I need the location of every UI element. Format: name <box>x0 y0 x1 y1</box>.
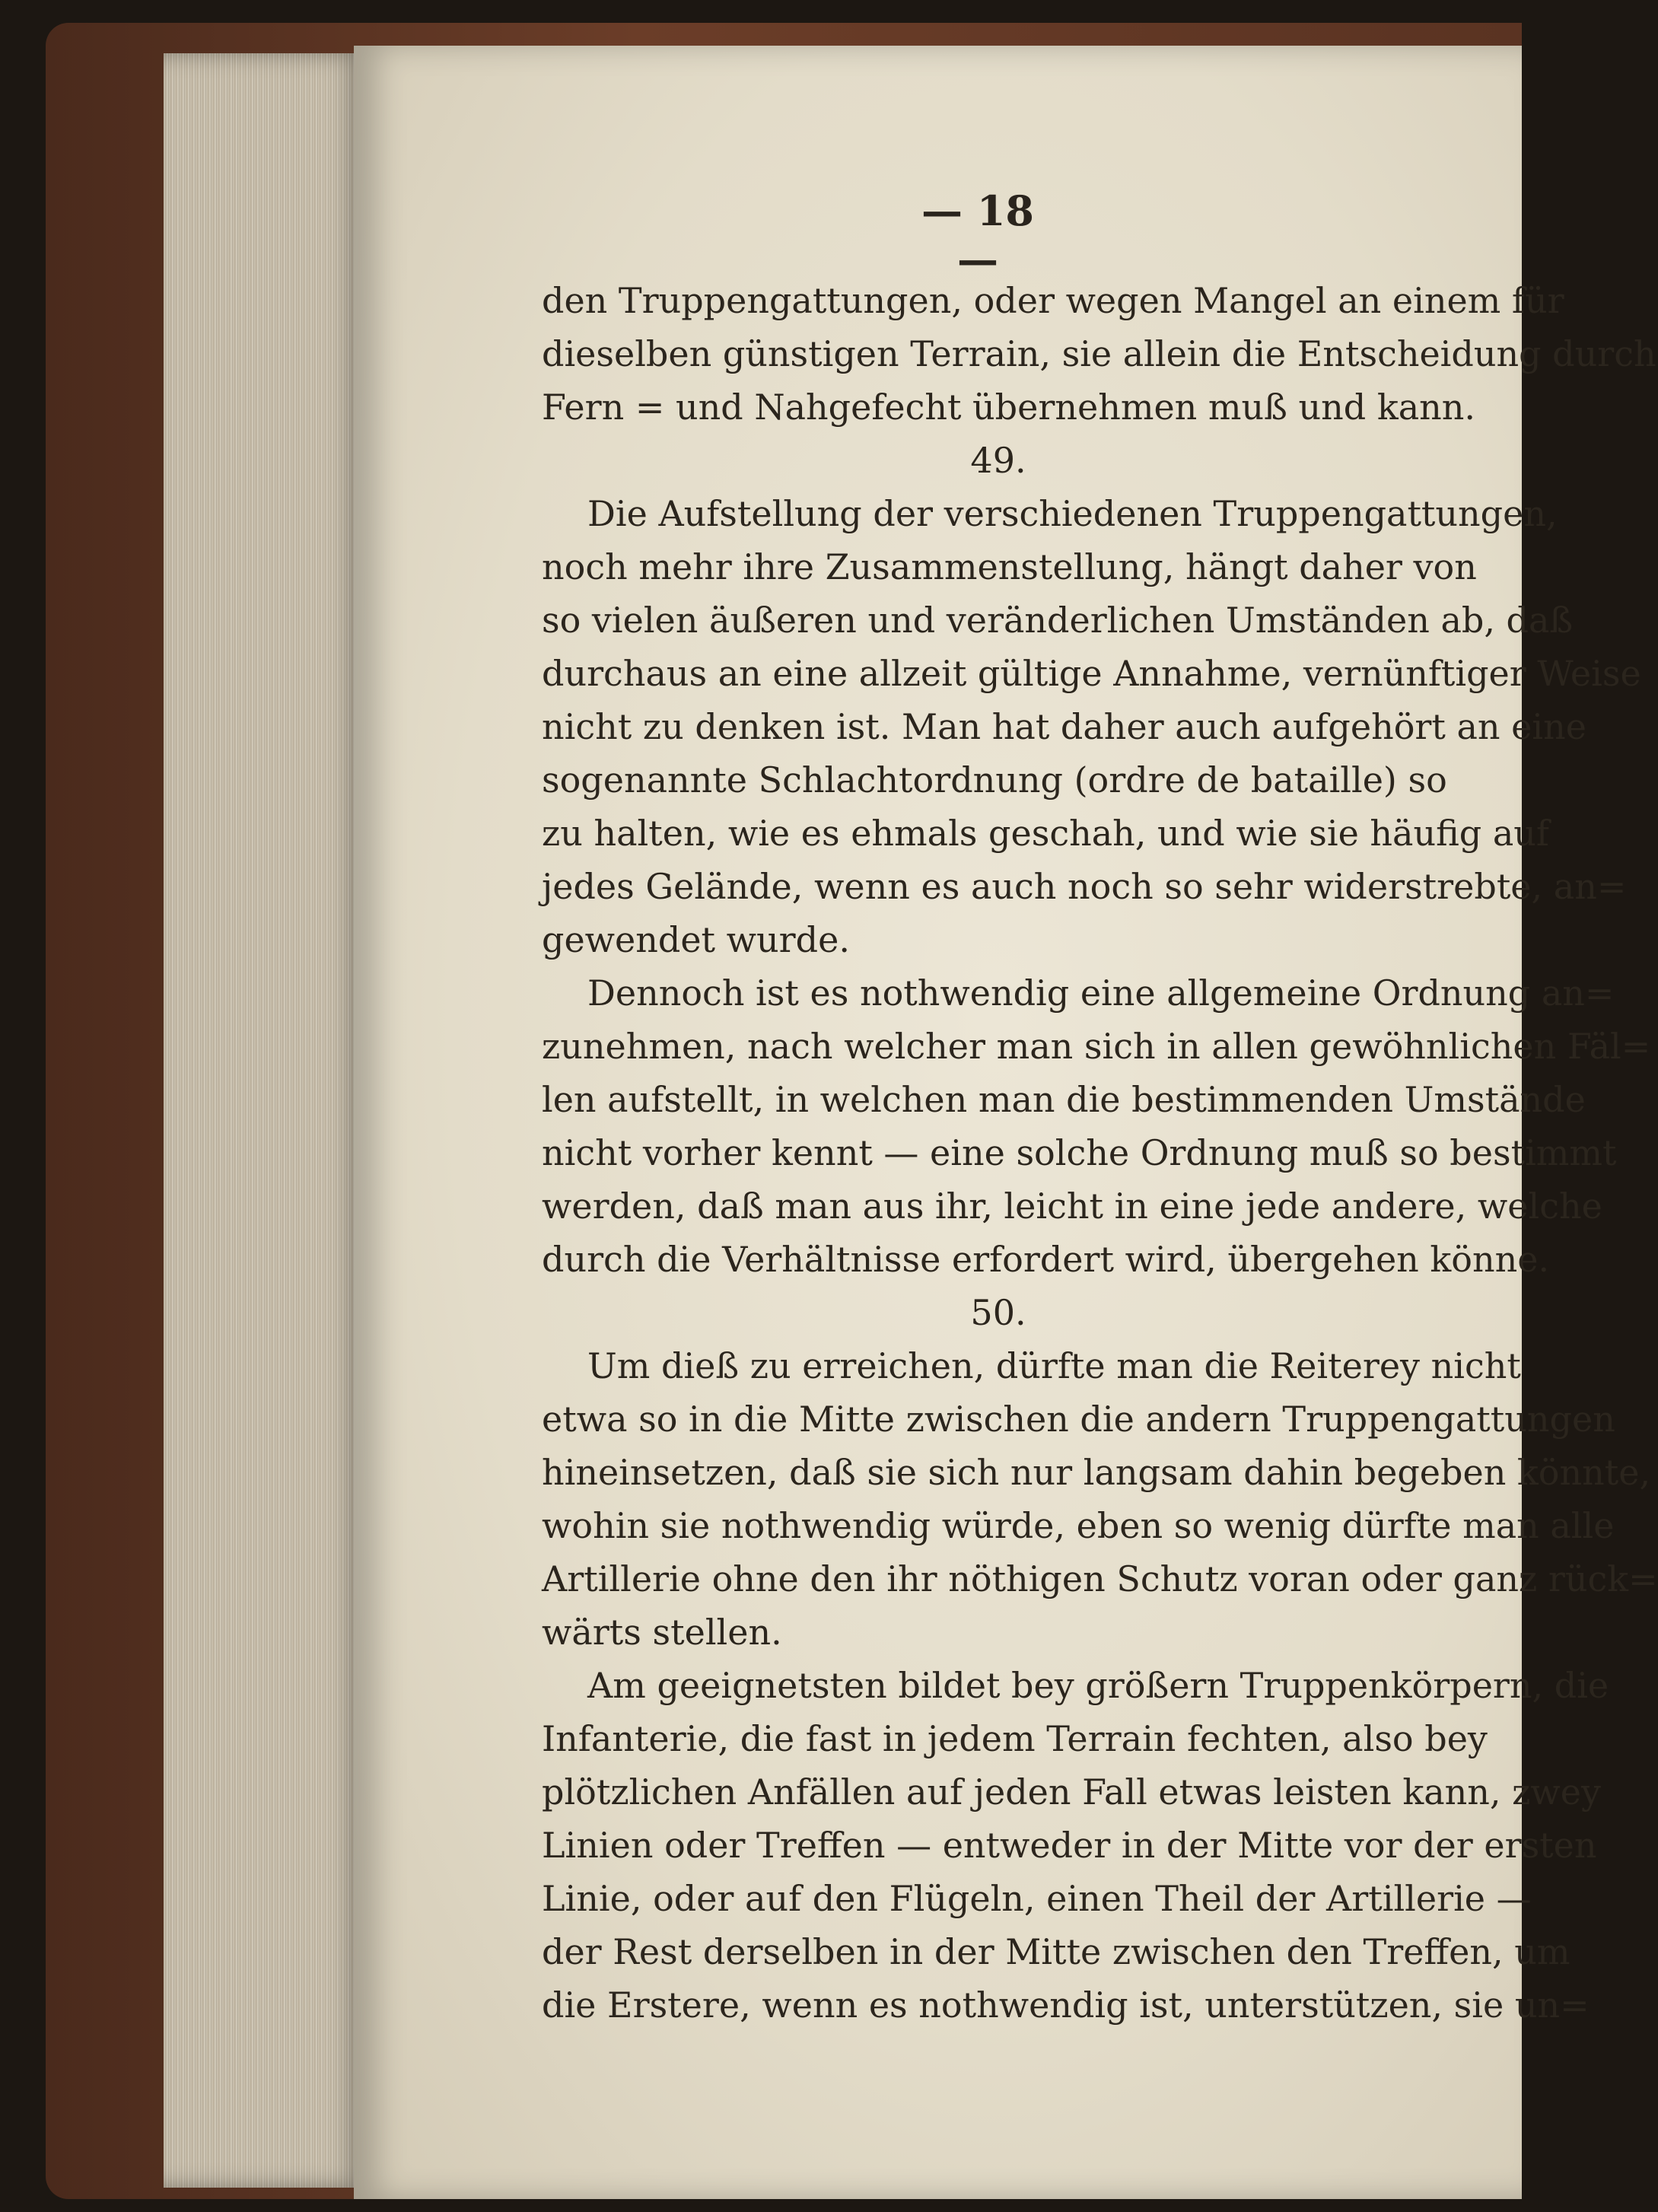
text-line: len aufstellt, in welchen man die bestimmenden Umstände <box>542 1079 1586 1120</box>
page-number: — 18 — <box>921 186 1034 284</box>
text-line: jedes Gelände, wenn es auch noch so sehr widerstrebte, an= <box>542 866 1627 907</box>
text-line: Dennoch ist es nothwendig eine allgemeine Ordnung an= <box>587 972 1615 1014</box>
section-number: 50. <box>970 1292 1026 1333</box>
text-line: durchaus an eine allzeit gültige Annahme, vernünftiger Weise <box>542 653 1641 694</box>
page-text <box>542 274 1658 2032</box>
text-line: zu halten, wie es ehmals geschah, und wie sie häufig auf <box>542 813 1549 854</box>
text-line: nicht vorher kennt — eine solche Ordnung muß so bestimmt <box>542 1132 1617 1173</box>
text-line: so vielen äußeren und veränderlichen Umständen ab, daß <box>542 600 1574 641</box>
text-line: etwa so in die Mitte zwischen die andern Truppengattungen <box>542 1399 1615 1440</box>
text-line: dieselben günstigen Terrain, sie allein die Entscheidung durch <box>542 333 1656 374</box>
text-line: plötzlichen Anfällen auf jeden Fall etwas leisten kann, zwey <box>542 1771 1601 1813</box>
text-line: zunehmen, nach welcher man sich in allen gewöhnlichen Fäl= <box>542 1026 1651 1067</box>
text-line: wärts stellen. <box>542 1612 782 1653</box>
text-line: Die Aufstellung der verschiedenen Truppengattungen, <box>587 493 1558 534</box>
text-line: Linien oder Treffen — entweder in der Mitte vor der ersten <box>542 1825 1597 1866</box>
text-line: wohin sie nothwendig würde, eben so wenig dürfte man alle <box>542 1505 1615 1546</box>
text-line: Um dieß zu erreichen, dürfte man die Reiterey nicht <box>587 1345 1521 1386</box>
text-line: hineinsetzen, daß sie sich nur langsam dahin begeben könnte, <box>542 1452 1651 1493</box>
text-line: Fern = und Nahgefecht übernehmen muß und kann. <box>542 387 1475 428</box>
text-line: Infanterie, die fast in jedem Terrain fechten, also bey <box>542 1718 1488 1759</box>
text-line: Linie, oder auf den Flügeln, einen Theil der Artillerie — <box>542 1878 1532 1919</box>
text-line: werden, daß man aus ihr, leicht in eine jede andere, welche <box>542 1186 1602 1227</box>
text-line: den Truppengattungen, oder wegen Mangel an einem für <box>542 280 1564 321</box>
page-block-edge <box>164 53 365 2188</box>
text-line: Am geeignetsten bildet bey größern Truppenkörpern, die <box>587 1665 1609 1706</box>
text-line: gewendet wurde. <box>542 919 850 960</box>
text-line: nicht zu denken ist. Man hat daher auch aufgehört an eine <box>542 706 1586 747</box>
section-number: 49. <box>970 440 1026 481</box>
text-line: der Rest derselben in der Mitte zwischen den Treffen, um <box>542 1931 1570 1972</box>
text-line: noch mehr ihre Zusammenstellung, hängt daher von <box>542 546 1477 587</box>
text-line: durch die Verhältnisse erfordert wird, übergehen könne. <box>542 1239 1550 1280</box>
text-line: die Erstere, wenn es nothwendig ist, unterstützen, sie un= <box>542 1984 1590 2026</box>
text-line: Artillerie ohne den ihr nöthigen Schutz voran oder ganz rück= <box>542 1558 1658 1599</box>
text-line: sogenannte Schlachtordnung (ordre de bataille) so <box>542 759 1447 800</box>
